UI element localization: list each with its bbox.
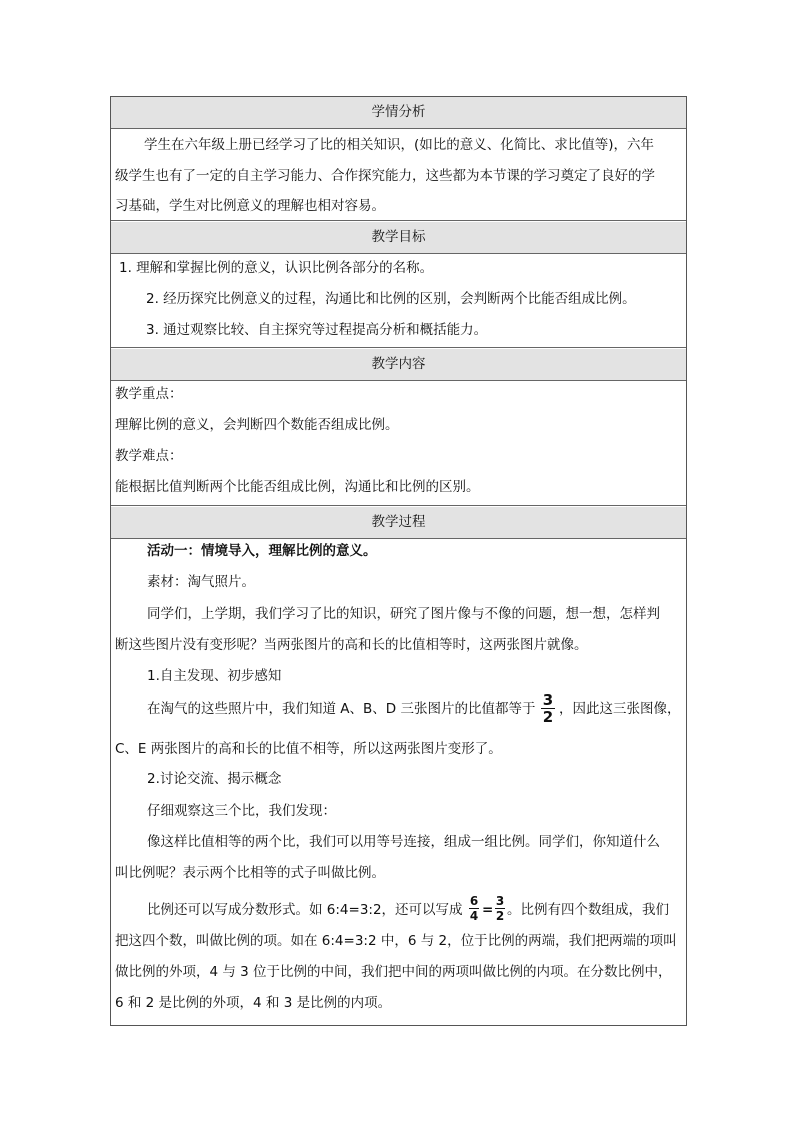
fraction-form-text-b: 。比例有四个数组成，我们 bbox=[507, 902, 669, 918]
discovery-text-a: 在淘气的这些照片中，我们知道 A、B、D 三张图片的比值都等于 bbox=[147, 701, 536, 717]
activity-heading: 活动一：情境导入，理解比例的意义。 bbox=[147, 543, 377, 559]
lesson-plan-table bbox=[110, 96, 687, 1026]
process-body bbox=[111, 539, 686, 1025]
content-header bbox=[111, 349, 686, 381]
goal-item-1: 1. 理解和掌握比例的意义，认识比例各部分的名称。 bbox=[119, 260, 434, 276]
fraction-denominator: 2 bbox=[495, 909, 505, 923]
discovery-text-b: ，因此这三张图像， bbox=[559, 701, 681, 717]
material-line: 素材：淘气照片。 bbox=[147, 574, 255, 590]
discovery-text-c: C、E 两张图片的高和长的比值不相等，所以这两张图片变形了。 bbox=[115, 741, 502, 757]
analysis-line-1: 学生在六年级上册已经学习了比的相关知识，(如比的意义、化简比、求比值等)，六年 bbox=[144, 137, 655, 153]
fraction-form-text-a: 比例还可以写成分数形式。如 6:4=3:2，还可以写成 bbox=[147, 902, 463, 918]
intro-line-2: 断这些图片没有变形呢？当两张图片的高和长的比值相等时，这两张图片就像。 bbox=[115, 637, 588, 653]
observe-line: 仔细观察这三个比，我们发现： bbox=[147, 803, 336, 819]
terms-line-1: 把这四个数，叫做比例的项。如在 6:4=3:2 中，6 与 2，位于比例的两端，我们把两端的项叫 bbox=[115, 933, 677, 949]
terms-line-3: 6 和 2 是比例的外项，4 和 3 是比例的内项。 bbox=[115, 995, 392, 1011]
fraction-three-halves-small bbox=[495, 895, 505, 922]
definition-line-2: 叫比例呢？表示两个比相等的式子叫做比例。 bbox=[115, 865, 385, 881]
goal-item-2: 2. 经历探究比例意义的过程，沟通比和比例的区别，会判断两个比能否组成比例。 bbox=[146, 291, 636, 307]
fraction-denominator: 2 bbox=[542, 708, 554, 726]
fraction-three-halves bbox=[541, 693, 555, 724]
analysis-line-2: 级学生也有了一定的自主学习能力、合作探究能力，这些都为本节课的学习奠定了良好的学 bbox=[115, 168, 655, 184]
content-difficulty-text: 能根据比值判断两个比能否组成比例，沟通比和比例的区别。 bbox=[115, 479, 480, 495]
terms-line-2: 做比例的外项，4 与 3 位于比例的中间，我们把中间的两项叫做比例的内项。在分数比例中， bbox=[115, 964, 672, 980]
content-title: 教学内容 bbox=[371, 356, 426, 372]
goal-item-3: 3. 通过观察比较、自主探究等过程提高分析和概括能力。 bbox=[146, 322, 488, 338]
process-title: 教学过程 bbox=[371, 514, 426, 530]
analysis-line-3: 习基础，学生对比例意义的理解也相对容易。 bbox=[115, 198, 385, 214]
analysis-title: 学情分析 bbox=[371, 104, 426, 120]
content-key-label: 教学重点： bbox=[115, 386, 183, 402]
fraction-numerator: 6 bbox=[469, 894, 479, 908]
goals-title: 教学目标 bbox=[371, 229, 426, 245]
process-header bbox=[111, 507, 686, 539]
fraction-six-fourths bbox=[469, 895, 479, 922]
intro-line-1: 同学们，上学期，我们学习了比的知识，研究了图片像与不像的问题，想一想，怎样判 bbox=[147, 606, 660, 622]
content-difficulty-label: 教学难点： bbox=[115, 448, 183, 464]
step1-heading: 1.自主发现、初步感知 bbox=[147, 668, 282, 684]
analysis-body bbox=[111, 129, 686, 221]
equals-sign: = bbox=[482, 902, 494, 918]
content-key-text: 理解比例的意义，会判断四个数能否组成比例。 bbox=[115, 417, 399, 433]
fraction-denominator: 4 bbox=[469, 909, 479, 923]
fraction-numerator: 3 bbox=[542, 691, 554, 709]
definition-line-1: 像这样比值相等的两个比，我们可以用等号连接，组成一组比例。同学们，你知道什么 bbox=[147, 834, 660, 850]
goals-header bbox=[111, 222, 686, 254]
goals-body bbox=[111, 254, 686, 348]
analysis-header bbox=[111, 97, 686, 129]
fraction-numerator: 3 bbox=[495, 894, 505, 908]
content-body bbox=[111, 381, 686, 506]
step2-heading: 2.讨论交流、揭示概念 bbox=[147, 771, 282, 787]
